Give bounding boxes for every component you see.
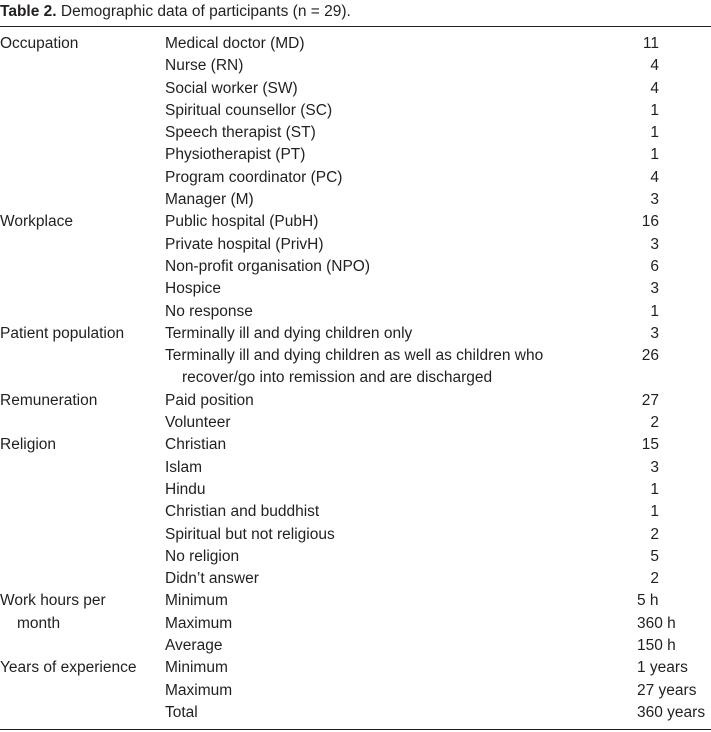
item-label-cell: [165, 657, 228, 679]
item-label-cell: [165, 301, 253, 323]
category-label: Years of experience: [0, 659, 137, 677]
item-value: 2: [650, 570, 659, 588]
item-label-cell: [165, 390, 254, 412]
item-label: Islam: [165, 458, 203, 476]
item-label: Public hospital (PubH): [165, 213, 319, 231]
item-label-cell: [165, 211, 318, 233]
item-label: No religion: [165, 547, 240, 565]
item-value: 27: [641, 391, 659, 409]
table-caption: [0, 2, 351, 22]
item-label: Hindu: [165, 480, 206, 498]
item-label: Program coordinator (PC): [165, 168, 343, 186]
item-label: Christian: [165, 436, 227, 454]
table-row: [0, 189, 711, 211]
item-value: 3: [650, 280, 659, 298]
item-label-cell: [165, 278, 221, 300]
item-label: Speech therapist (ST): [165, 124, 316, 142]
item-value: 5: [650, 547, 659, 565]
item-label-cell: [165, 144, 305, 166]
item-value: 1: [650, 101, 659, 119]
category-cell: [0, 657, 136, 679]
item-label: Christian and buddhist: [165, 503, 320, 521]
table-row: [0, 501, 711, 523]
item-label: Terminally ill and dying children as well as children who: [165, 347, 544, 365]
item-value: 11: [642, 35, 659, 52]
table-row: [0, 680, 711, 702]
item-label: Total: [165, 703, 198, 721]
item-label: Terminally ill and dying children only: [165, 324, 413, 342]
item-label-cell: [165, 78, 298, 100]
item-label-cell: [165, 412, 231, 434]
table-row: [0, 278, 711, 300]
item-label-cell: [165, 167, 342, 189]
item-value: 26: [641, 347, 659, 365]
item-label-cell: [165, 256, 370, 278]
item-value: 3: [650, 324, 659, 342]
bottom-rule: [0, 729, 711, 730]
item-label: Social worker (SW): [165, 79, 298, 97]
item-value: 16: [641, 213, 659, 231]
category-label: Work hours per: [0, 592, 106, 610]
item-label: Minimum: [165, 592, 228, 610]
item-label-cell: [165, 590, 228, 612]
item-label: No response: [165, 302, 253, 320]
table-row: [0, 412, 711, 434]
demographics-table: [0, 33, 711, 724]
table-row: [0, 390, 711, 412]
table-row: [0, 100, 711, 122]
item-value: 15: [641, 436, 659, 454]
table-row: [0, 613, 711, 635]
item-label-cell: [165, 55, 243, 77]
table-row: [0, 55, 711, 77]
item-label-cell: [165, 680, 232, 702]
category-label: Remuneration: [0, 391, 98, 409]
item-value: 1: [650, 302, 659, 320]
item-value: 4: [650, 168, 659, 186]
category-cell: [0, 211, 73, 233]
item-label-cell: [165, 345, 543, 390]
item-label: Medical doctor (MD): [165, 35, 305, 52]
table-row: [0, 144, 711, 166]
table-row: [0, 211, 711, 233]
top-rule: [0, 26, 711, 27]
item-value: 360 h: [637, 614, 676, 632]
item-value: 1: [650, 124, 659, 142]
item-label: Minimum: [165, 659, 228, 677]
item-label: Didn’t answer: [165, 570, 259, 588]
item-label-cell: [165, 457, 202, 479]
item-label: Physiotherapist (PT): [165, 146, 306, 164]
table-row: [0, 657, 711, 679]
item-value: 4: [650, 79, 659, 97]
item-label-cell: [165, 613, 232, 635]
category-cell: [0, 434, 56, 456]
table-row: [0, 635, 711, 657]
item-label: Average: [165, 637, 223, 655]
item-label-cell: [165, 524, 335, 546]
item-value: 6: [650, 257, 659, 275]
category-label: Occupation: [0, 35, 79, 52]
item-value: 1: [650, 503, 659, 521]
item-label: Maximum: [165, 614, 233, 632]
item-label-cell: [165, 501, 319, 523]
item-label: Spiritual but not religious: [165, 525, 335, 543]
table-row: [0, 457, 711, 479]
category-cell: [0, 323, 124, 345]
table-row: [0, 479, 711, 501]
item-label: Volunteer: [165, 414, 231, 432]
category-label: Religion: [0, 436, 57, 454]
item-value: 2: [650, 525, 659, 543]
item-label: recover/go into remission and are discharged: [182, 369, 493, 387]
item-label-cell: [165, 323, 412, 345]
item-label-cell: [165, 546, 239, 568]
table-row: [0, 546, 711, 568]
item-value: 27 years: [637, 681, 697, 699]
item-value: 2: [650, 414, 659, 432]
item-value: 150 h: [637, 637, 676, 655]
item-value: 1 years: [637, 659, 688, 677]
table-number: Table 2.: [0, 3, 57, 20]
category-label: Patient population: [0, 324, 125, 342]
item-label-cell: [165, 100, 332, 122]
item-label-cell: [165, 434, 226, 456]
item-label-cell: [165, 635, 222, 657]
table-row: [0, 702, 711, 724]
item-value: 3: [650, 458, 659, 476]
item-label: Hospice: [165, 280, 221, 298]
table-title: Demographic data of participants (n = 29).: [60, 3, 351, 20]
table-row: [0, 122, 711, 144]
item-value: 1: [650, 480, 659, 498]
table-row: [0, 78, 711, 100]
table-row: [0, 323, 711, 345]
item-label-cell: [165, 479, 206, 501]
item-value: 1: [650, 146, 659, 164]
item-value: 5 h: [637, 592, 659, 610]
item-label: Non-profit organisation (NPO): [165, 257, 371, 275]
item-label: Manager (M): [165, 191, 254, 209]
item-label: Spiritual counsellor (SC): [165, 101, 333, 119]
table-row: [0, 301, 711, 323]
item-label-cell: [165, 568, 259, 590]
item-label-cell: [165, 702, 198, 724]
item-label-cell: [165, 234, 324, 256]
item-value: 3: [650, 235, 659, 253]
category-cell: [0, 33, 78, 55]
category-cell: [0, 390, 97, 412]
item-value: 360 years: [637, 703, 706, 721]
table-row: [0, 434, 711, 456]
category-label: Workplace: [0, 213, 73, 231]
item-label: Private hospital (PrivH): [165, 235, 324, 253]
item-value: 3: [650, 191, 659, 209]
item-label: Maximum: [165, 681, 233, 699]
item-label-cell: [165, 33, 305, 55]
table-row: [0, 256, 711, 278]
item-label: Paid position: [165, 391, 254, 409]
table-row: [0, 345, 711, 390]
item-value: 4: [650, 57, 659, 75]
table-row: [0, 167, 711, 189]
table-row: [0, 234, 711, 256]
item-label-cell: [165, 122, 316, 144]
category-label: month: [17, 614, 61, 632]
item-label: Nurse (RN): [165, 57, 244, 75]
table-row: [0, 568, 711, 590]
table-row: [0, 33, 711, 55]
item-label-cell: [165, 189, 254, 211]
table-row: [0, 524, 711, 546]
